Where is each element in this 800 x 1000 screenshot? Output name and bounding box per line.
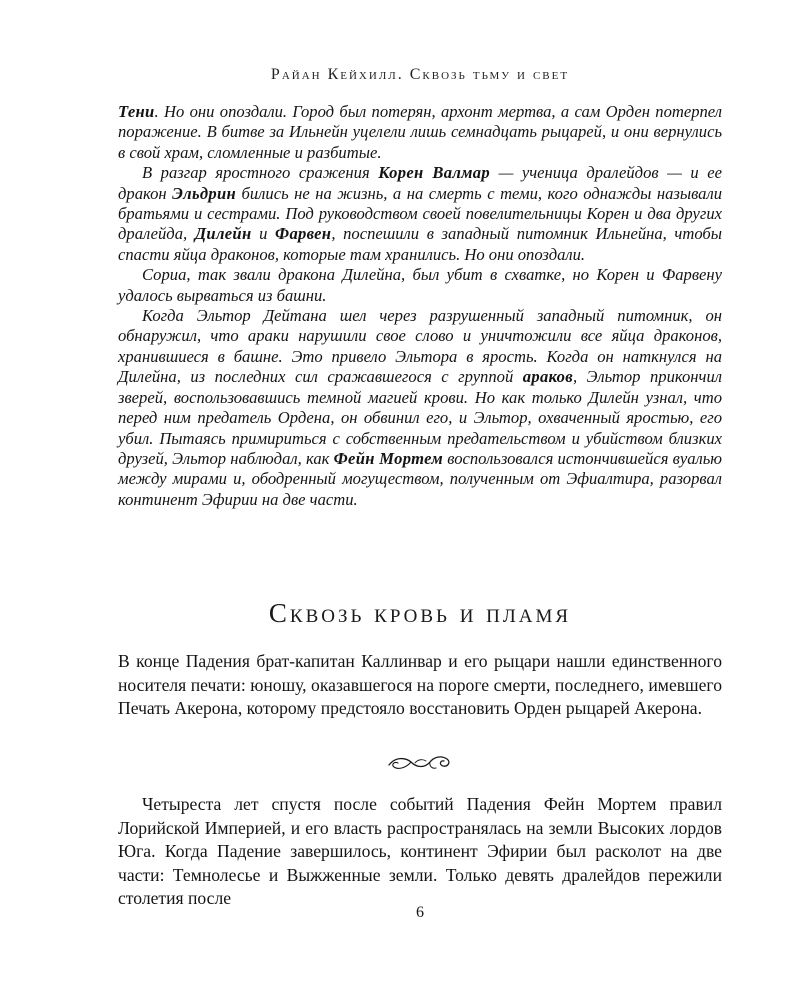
name-highlight: Корен Валмар: [378, 163, 491, 183]
paragraph: Тени. Но они опоздали. Город был потерян, архонт мертва, а сам Орден потерпел поражение. В битве за Ильнейн уцелели лишь семнадцать рыцарей, и они вернулись в свой храм, сломленные и разбитые.: [118, 102, 722, 162]
flourish-ornament-icon: [385, 750, 455, 774]
chapter-body: Четыреста лет спустя после событий Падения Фейн Мортем правил Лорийской Империей, и его власть распространялась на земли Высоких лордов Юга. Когда Падение завершилось, континент Эфирии был расколот на две части: Темнолесье и Выжженные земли. Только девять дралейдов пережили столетия после: [118, 794, 722, 908]
name-highlight: Тени: [118, 102, 155, 121]
name-highlight: Фарвен: [275, 224, 332, 244]
name-highlight: Эльдрин: [172, 183, 237, 203]
chapter-intro: В конце Падения брат-капитан Каллинвар и его рыцари нашли единственного носителя печати: юношу, оказавшегося на пороге смерти, последнего, имевшего Печать Акерона, которому предстояло восстановить Орден рыцарей Акерона.: [118, 651, 722, 718]
paragraph: Когда Эльтор Дейтана шел через разрушенный западный питомник, он обнаружил, что араки нарушили свое слово и уничтожили все яйца драконов, хранившиеся в башне. Это привело Эльтора в ярость. Когда он наткнулся на Дилейна, из последних сил сражавшегося с группой араков, Эльтор прикончил зверей, воспользовавшись темной магией крови. Но как только Дилейн узнал, что перед ним предатель Ордена, он обвинил его, и Эльтор, охваченный яростью, его убил. Пытаясь примириться с собственным предательством и убийством близких друзей, Эльтор наблюдал, как Фейн Мортем воспользовался истончившейся вуалью между мирами и, ободренный могуществом, полученным от Эфиалтира, разорвал континент Эфирии на две части.: [118, 306, 722, 509]
running-head: Райан Кейхилл. Сквозь тьму и свет: [270, 66, 570, 83]
name-highlight: араков: [522, 367, 573, 387]
name-highlight: Фейн Мортем: [333, 448, 443, 468]
chapter-title: Сквозь кровь и пламя: [268, 598, 572, 628]
book-page: [118, 0, 722, 1000]
name-highlight: Дилейн: [194, 224, 252, 244]
prologue-summary: [118, 102, 722, 510]
paragraph: Сориа, так звали дракона Дилейна, был убит в схватке, но Корен и Фарвену удалось вырваться из башни.: [118, 265, 722, 305]
paragraph: В разгар яростного сражения Корен Валмар — ученица дралейдов — и ее дракон Эльдрин бились не на жизнь, а на смерть с теми, кого однажды называли братьями и сестрами. Под руководством своей повелительницы Корен и два других дралейда, Дилейн и Фарвен, поспешили в западный питомник Ильнейна, чтобы спасти яйца драконов, которые там хранились. Но они опоздали.: [118, 163, 723, 264]
page-number: 6: [416, 904, 424, 921]
